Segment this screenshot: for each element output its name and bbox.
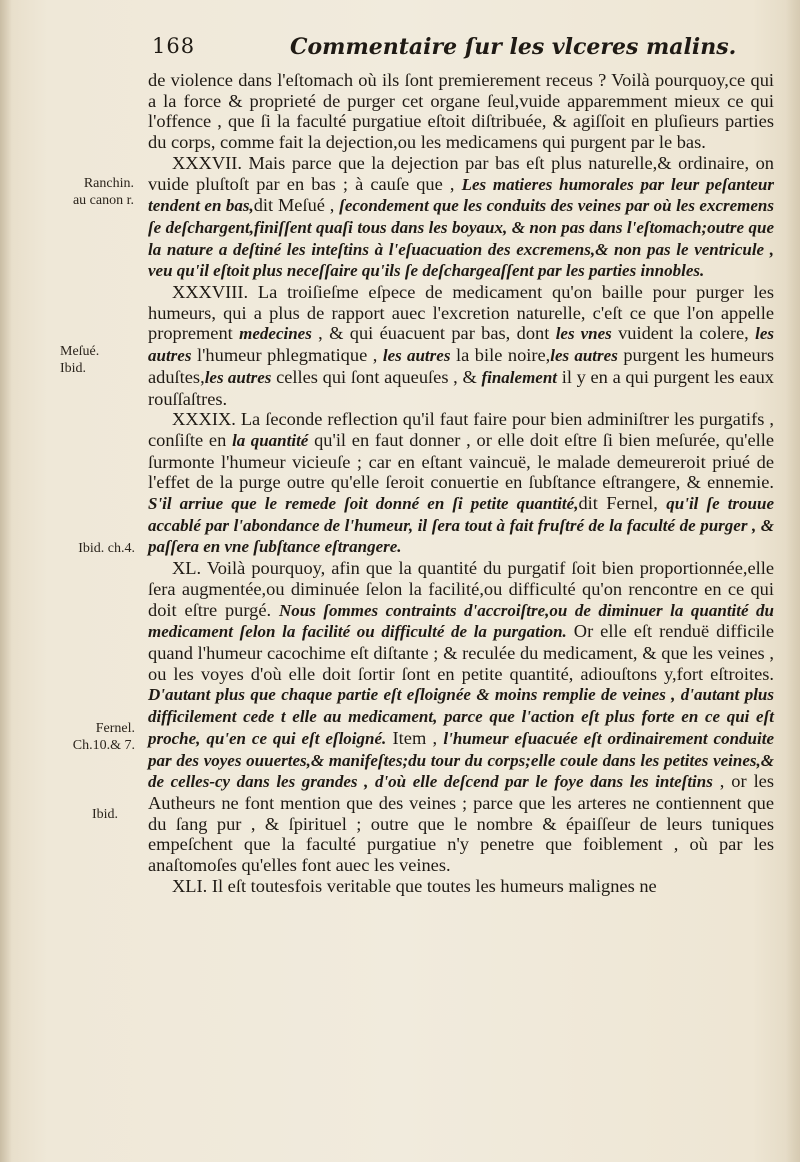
text-run: , or les Autheurs ne font mention que des veines ; parce que les arteres ne contiennent que du ſang pur , & ſpirituel ; outre que le nombre & épaiſſeur de leurs tuniques empeſchent que la faculté purgatiue n'y penetre que foiblement , où par les anaſtomoſes qu'elles font auec les veines. — [148, 771, 774, 876]
margin-note-ranchin — [10, 175, 134, 209]
text-run: XXXVIII. La troiſieſme eſpece de medicament qu'on baille pour purger les humeurs, qui a plus de rapport auec l'excretion naturelle, c'eſt ce que l'on appelle proprement — [148, 282, 774, 344]
text-run: XLI. Il eſt toutesfois veritable que toutes les humeurs malignes ne — [172, 875, 657, 896]
text-run: il y en a qui purgent les eaux rouſſaſtres. — [148, 366, 774, 409]
text-run: la bile noire, — [450, 345, 551, 366]
margin-note-line: Ch.10.& 7. — [72, 738, 135, 753]
italic-text-run: l'humeur eſuacuée eſt ordinairement conduite par des voyes ouuertes,& manifeſtes;du tour du corps;elle coule dans les petites veines,& de celles-cy dans les grandes , d'où elle deſcend par le foye dans les inteſtins — [148, 728, 774, 792]
text-run: XL. Voilà pourquoy, afin que la quantité du purgatif ſoit bien proportionnée,elle ſera augmentée,ou diminuée ſelon la facilité,ou difficulté qu'on rencontre en ce qui doit eſtre purgé. — [148, 558, 774, 620]
italic-text-run: la quantité — [232, 430, 309, 450]
margin-note-line: Ranchin. — [83, 176, 134, 191]
text-run: Or elle eſt renduë difficile quand l'humeur cacochime eſt diſtante ; & reculée du medicament, & que les veines , ou les voyes d'où elle doit ſortir ſont en petite quantité, adiouſtons y,fort eſtroites. — [148, 621, 774, 684]
page-edge-shadow — [786, 0, 800, 1162]
margin-note-line: Ibid. — [60, 361, 87, 376]
margin-note-ibid-ch4 — [10, 540, 135, 557]
italic-text-run: finalement — [481, 367, 558, 387]
running-title: Commentaire ſur les vlceres malins. — [290, 34, 737, 60]
italic-text-run: les autres — [382, 346, 451, 366]
text-run: purgent les humeurs aduſtes, — [148, 345, 775, 387]
paragraph-xl — [148, 558, 774, 876]
text-run: dit Fernel, — [578, 493, 667, 514]
margin-note-line: Ibid. — [91, 807, 118, 822]
paragraph-xxxvii — [148, 153, 774, 282]
margin-notes — [0, 0, 140, 1162]
text-run: celles qui ſont aqueuſes , & — [271, 366, 482, 387]
margin-note-line: Ibid. ch.4. — [78, 541, 135, 556]
text-run: XXXIX. La ſeconde reflection qu'il faut faire pour bien adminiſtrer les purgatifs , conſiſte en — [148, 409, 774, 450]
italic-text-run: les vnes — [555, 324, 612, 344]
margin-note-fernel — [10, 720, 135, 754]
italic-text-run: Nous ſommes contraints d'accroiſtre,ou de diminuer la quantité du medicament ſelon la facilité ou difficulté de la purgation. — [148, 600, 774, 642]
margin-note-line: Meſué. — [60, 344, 100, 359]
text-run: Item , — [386, 727, 444, 748]
italic-text-run: D'autant plus que chaque partie eſt eſloignée & moins remplie de veines , d'autant plus difficilement cede t elle au medicament, parce que l'action eſt plus forte en ce qui eſt proche, qu'en ce qui eſt eſloigné. — [148, 685, 774, 748]
text-run: de violence dans l'eſtomach où ils ſont premierement receus ? Voilà pourquoy,ce qui a la force & proprieté de purger cet organe ſeul,vuide apparemment mieux ce qui l'offence , que ſi la faculté purgatiue eſtoit diſtribuée, & agiſſoit en pluſieurs parties du corps, comme fait la dejection,ou les medicamens qui purgent par le bas. — [148, 70, 774, 153]
italic-text-run: Les matieres humorales par leur peſanteur tendent en bas, — [148, 174, 774, 216]
italic-text-run: ſecondement que les conduits des veines par où les excremens ſe deſchargent,finiſſent quaſi tous dans les boyaux, & non pas dans l'eſtomach;outre que la nature a deſtiné les inteſtins à l'eſuacuation des excremens,& non pas le ventricule , veu qu'il eſtoit plus neceſſaire qu'ils ſe deſchargeaſſent par les parties innobles. — [148, 196, 774, 281]
italic-text-run: S'il arriue que le remede ſoit donné en ſi petite quantité, — [148, 494, 579, 514]
text-run: , & qui éuacuent par bas, dont — [311, 323, 556, 344]
paragraph-xxxviii — [148, 282, 774, 409]
page-number: 168 — [152, 34, 196, 58]
text-run: dit Meſué , — [253, 195, 340, 216]
text-run: l'humeur phlegmatique , — [191, 345, 383, 366]
italic-text-run: medecines — [239, 324, 312, 344]
italic-text-run: les autres — [550, 346, 618, 366]
italic-text-run: les autres — [204, 367, 272, 387]
margin-note-ibid — [10, 806, 118, 823]
margin-note-mesue — [10, 343, 140, 377]
page-header — [150, 30, 770, 70]
margin-note-line: Fernel. — [95, 721, 135, 736]
paragraph-xxxix — [148, 409, 774, 558]
margin-note-line: au canon r. — [72, 193, 134, 208]
italic-text-run: qu'il ſe trouue accablé par l'abondance de l'humeur, il ſera tout à fait fruſtré de la faculté de purger , & paſſera en vne ſubſtance eſtrangere. — [148, 494, 774, 557]
italic-text-run: les autres — [148, 324, 774, 366]
text-run: vuident la colere, — [611, 323, 756, 344]
paragraph-xli — [148, 876, 774, 897]
text-run: qu'il en faut donner , or elle doit eſtre ſi bien meſurée, qu'elle ſurmonte l'humeur vicieuſe ; car en eſtant vaincuë, le malade demeureroit priué de l'effet de la purge outre qu'elle ſeroit conuertie en ſubſtance eſtrangere, & ennemie. — [148, 429, 774, 493]
paragraph-continuation — [148, 70, 774, 153]
text-run: XXXVII. Mais parce que la dejection par bas eſt plus naturelle,& ordinaire, on vuide pluſtoſt par en bas ; à cauſe que , — [148, 152, 774, 194]
page-body-text — [148, 70, 774, 896]
